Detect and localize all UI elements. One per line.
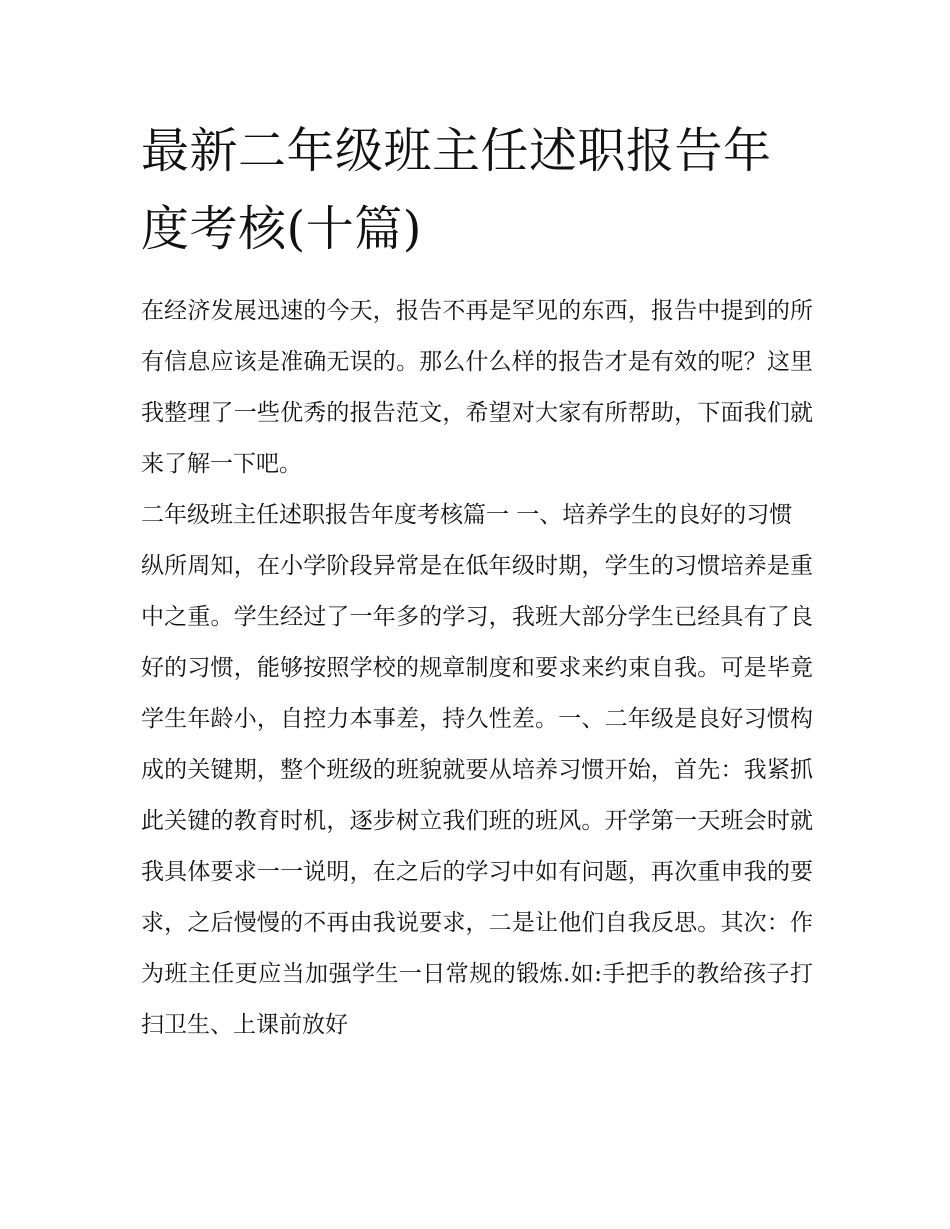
title-block: [141, 112, 813, 268]
document-title: 最新二年级班主任述职报告年度考核(十篇): [141, 123, 772, 257]
body-paragraph: 纵所周知，在小学阶段异常是在低年级时期，学生的习惯培养是重中之重。学生经过了一年多的学习，我班大部分学生已经具有了良好的习惯，能够按照学校的规章制度和要求来约束自我。可是毕竟学生年龄小，自控力本事差，持久性差。一、二年级是良好习惯构成的关键期，整个班级的班貌就要从培养习惯开始，首先：我紧抓此关键的教育时机，逐步树立我们班的班风。开学第一天班会时就我具体要求一一说明，在之后的学习中如有问题，再次重申我的要求，之后慢慢的不再由我说要求，二是让他们自我反思。其次：作为班主任更应当加强学生一日常规的锻炼.如:手把手的教给孩子打扫卫生、上课前放好: [141, 553, 813, 1038]
section-heading-paragraph: 二年级班主任述职报告年度考核篇一 一、培养学生的良好的习惯: [141, 502, 793, 528]
intro-paragraph: 在经济发展迅速的今天，报告不再是罕见的东西，报告中提到的所有信息应该是准确无误的。那么什么样的报告才是有效的呢？这里我整理了一些优秀的报告范文，希望对大家有所帮助，下面我们就来了解一下吧。: [141, 298, 813, 477]
document-page: [141, 112, 813, 1051]
